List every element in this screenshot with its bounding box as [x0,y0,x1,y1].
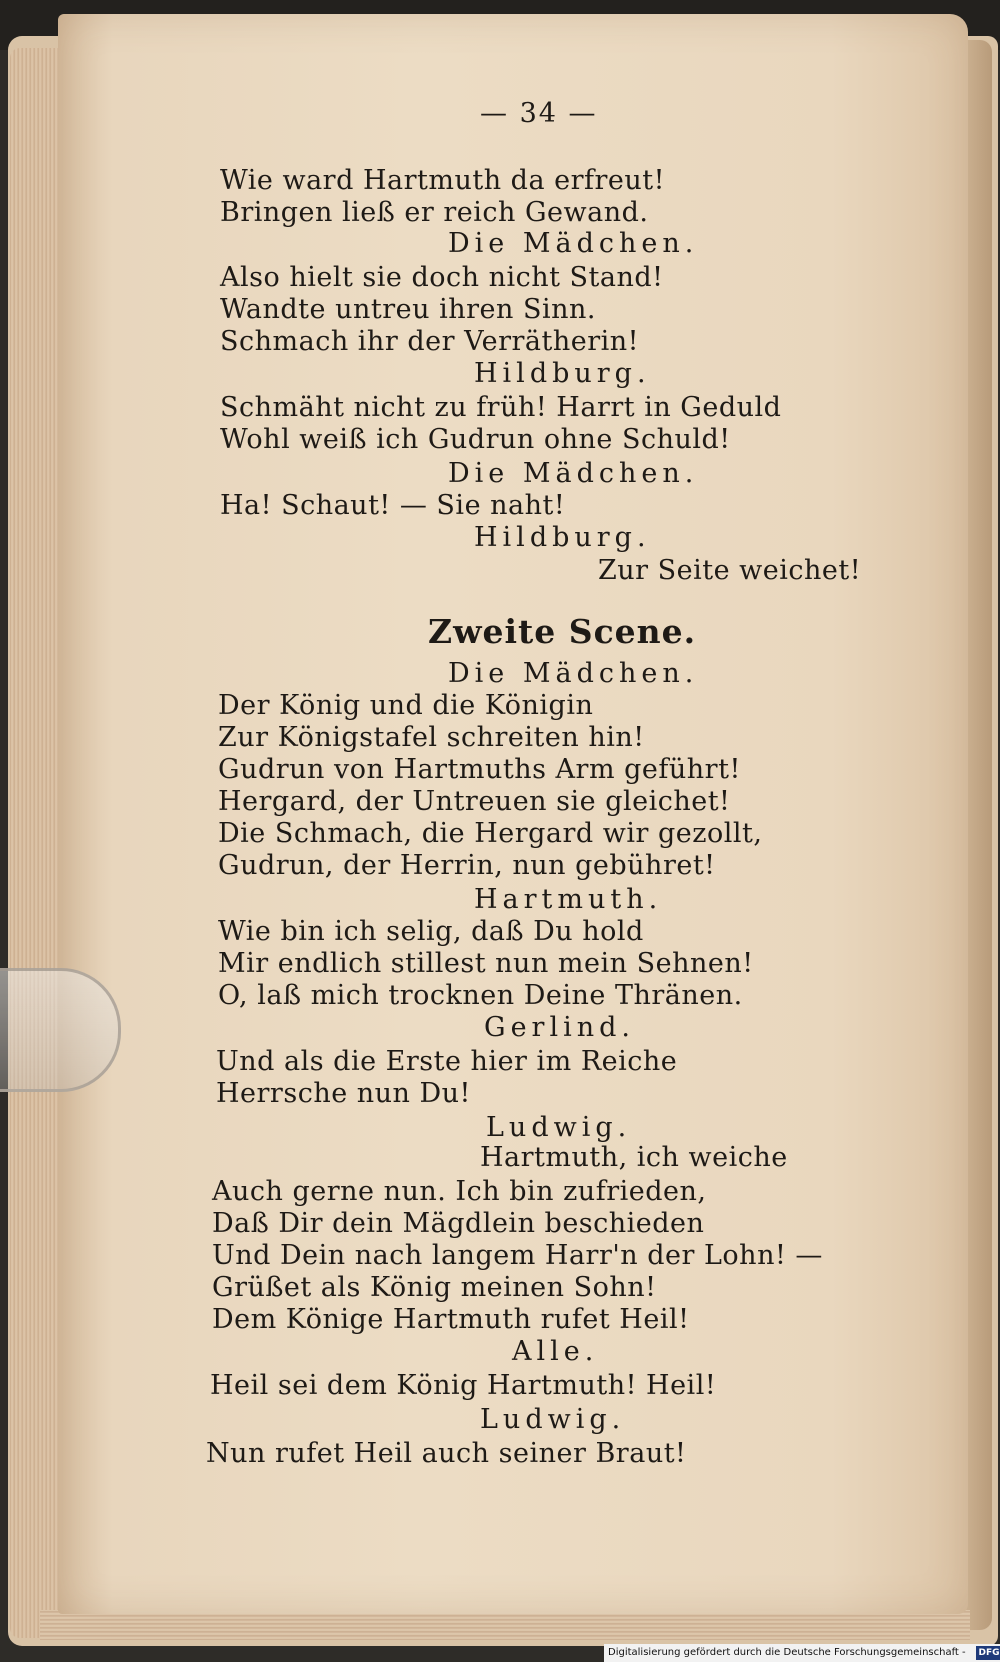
speaker-name: Die Mädchen. [448,658,699,689]
verse-line: Hartmuth, ich weiche [480,1142,788,1173]
verse-line: Herrsche nun Du! [216,1078,471,1109]
verse-line: Wandte untreu ihren Sinn. [220,294,596,325]
verse-line: Auch gerne nun. Ich bin zufrieden, [212,1176,707,1207]
speaker-name: Hildburg. [474,358,651,389]
dfg-logo: DFG [976,1646,1000,1660]
verse-line: Ha! Schaut! — Sie naht! [220,490,566,521]
verse-line: Wie ward Hartmuth da erfreut! [220,165,665,196]
verse-line: Also hielt sie doch nicht Stand! [220,262,664,293]
page-number: — 34 — [480,98,598,129]
verse-line: Hergard, der Untreuen sie gleichet! [218,786,731,817]
speaker-name: Die Mädchen. [448,458,699,489]
verse-line: Daß Dir dein Mägdlein beschieden [212,1208,705,1239]
speaker-name: Hartmuth. [474,884,663,915]
verse-line: Wie bin ich selig, daß Du hold [218,916,644,947]
verse-line: Und als die Erste hier im Reiche [216,1046,678,1077]
verse-line: Gudrun, der Herrin, nun gebühret! [218,850,716,881]
footer-text: Digitalisierung gefördert durch die Deutsche Forschungsgemeinschaft - [608,1647,966,1658]
speaker-name: Ludwig. [486,1112,632,1143]
verse-line: Heil sei dem König Hartmuth! Heil! [210,1370,717,1401]
speaker-name: Gerlind. [484,1012,635,1043]
speaker-name: Ludwig. [480,1404,626,1435]
speaker-name: Die Mädchen. [448,228,699,259]
verse-line: Bringen ließ er reich Gewand. [220,197,649,228]
verse-line: Grüßet als König meinen Sohn! [212,1272,657,1303]
verse-line: Gudrun von Hartmuths Arm geführt! [218,754,741,785]
verse-line: Wohl weiß ich Gudrun ohne Schuld! [220,424,731,455]
verse-line: O, laß mich trocknen Deine Thränen. [218,980,743,1011]
verse-line: Und Dein nach langem Harr'n der Lohn! — [212,1240,823,1271]
verse-line: Zur Seite weichet! [598,555,862,586]
verse-line: Die Schmach, die Hergard wir gezollt, [218,818,763,849]
verse-line: Schmach ihr der Verrätherin! [220,326,639,357]
verse-line: Mir endlich stillest nun mein Sehnen! [218,948,754,979]
digitization-footer [604,1644,1000,1662]
verse-line: Schmäht nicht zu früh! Harrt in Geduld [220,392,782,423]
verse-line: Zur Königstafel schreiten hin! [218,722,645,753]
speaker-name: Hildburg. [474,522,651,553]
scene-heading: Zweite Scene. [428,612,697,651]
verse-line: Dem Könige Hartmuth rufet Heil! [212,1304,690,1335]
verse-line: Nun rufet Heil auch seiner Braut! [206,1438,687,1469]
verse-line: Der König und die Königin [218,690,594,721]
speaker-name: Alle. [512,1336,599,1367]
